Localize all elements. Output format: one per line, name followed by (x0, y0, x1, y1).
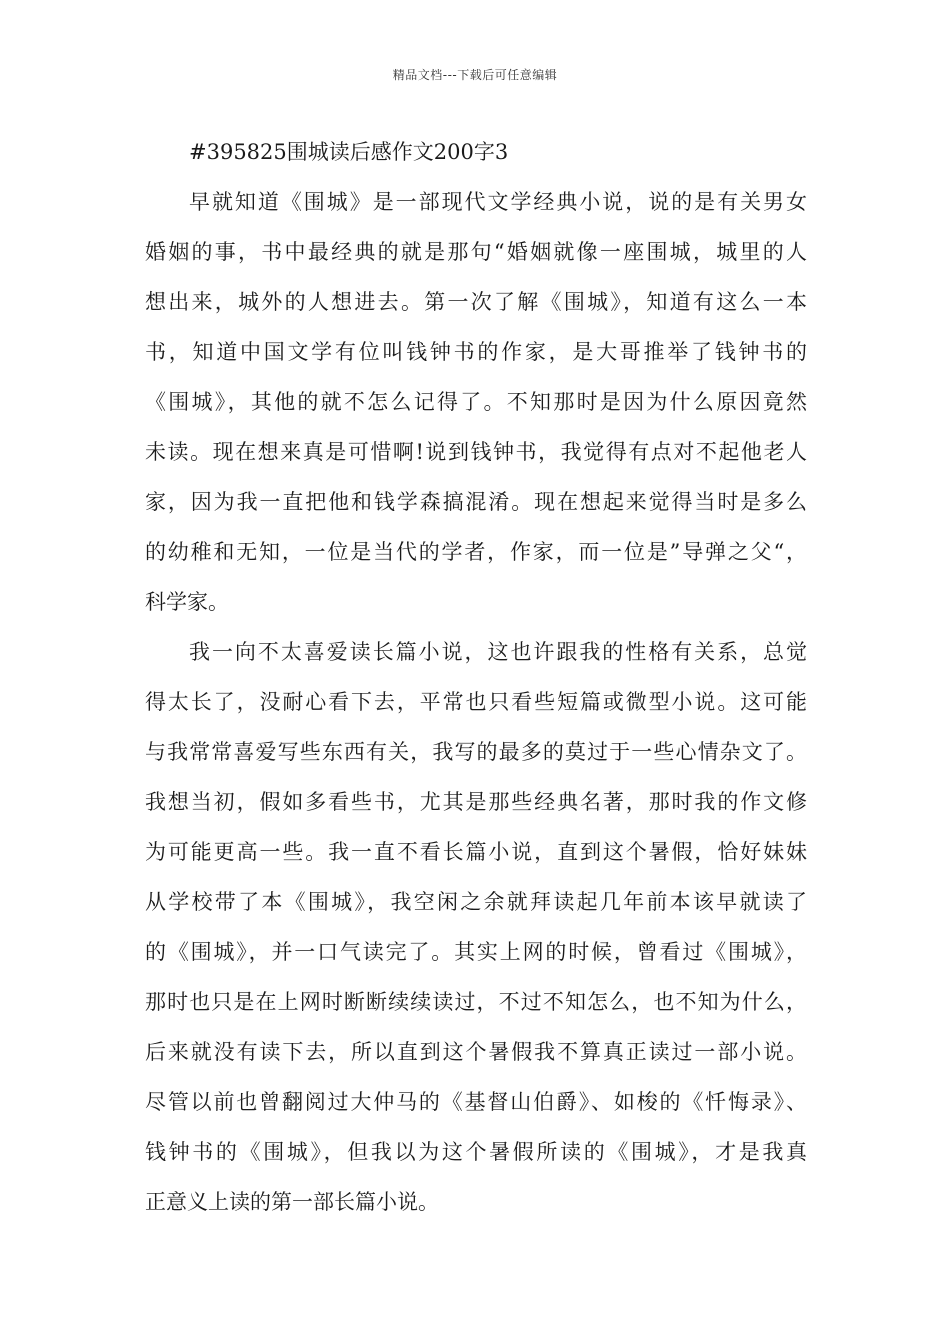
paragraph-line: 尽管以前也曾翻阅过大仲马的《基督山伯爵》、如梭的《忏悔录》、 (145, 1090, 807, 1114)
document-body (145, 127, 807, 1227)
document-header-note: 精品文档---下载后可任意编辑 (392, 68, 558, 82)
paragraph-line: 的幼稚和无知，一位是当代的学者，作家，而一位是”导弹之父“， (145, 540, 807, 564)
paragraph-line: 后来就没有读下去，所以直到这个暑假我不算真正读过一部小说。 (145, 1040, 807, 1064)
paragraph-line: 想出来，城外的人想进去。第一次了解《围城》，知道有这么一本 (145, 290, 807, 314)
paragraph-line: 为可能更高一些。我一直不看长篇小说，直到这个暑假，恰好妹妹 (145, 840, 807, 864)
paragraph-line: 我一向不太喜爱读长篇小说，这也许跟我的性格有关系，总觉 (189, 640, 807, 664)
paragraph-line: 钱钟书的《围城》，但我以为这个暑假所读的《围城》，才是我真 (145, 1140, 807, 1164)
paragraph-line: 早就知道《围城》是一部现代文学经典小说，说的是有关男女 (189, 190, 807, 214)
body-paragraph (145, 177, 807, 627)
paragraph-line: 家，因为我一直把他和钱学森搞混淆。现在想起来觉得当时是多么 (145, 490, 807, 514)
paragraph-line: 的《围城》，并一口气读完了。其实上网的时候，曾看过《围城》， (145, 940, 807, 964)
paragraph-line: 正意义上读的第一部长篇小说。 (145, 1190, 439, 1214)
paragraph-list (145, 177, 807, 1227)
paragraph-line: 得太长了，没耐心看下去，平常也只看些短篇或微型小说。这可能 (145, 690, 807, 714)
paragraph-line: 《围城》，其他的就不怎么记得了。不知那时是因为什么原因竟然 (145, 390, 807, 414)
paragraph-line: 未读。现在想来真是可惜啊!说到钱钟书，我觉得有点对不起他老人 (145, 440, 807, 464)
paragraph-line: 我想当初，假如多看些书，尤其是那些经典名著，那时我的作文修 (145, 790, 807, 814)
paragraph-line: 那时也只是在上网时断断续续读过，不过不知怎么，也不知为什么， (145, 990, 807, 1014)
paragraph-line: 科学家。 (145, 590, 229, 614)
paragraph-line: 与我常常喜爱写些东西有关，我写的最多的莫过于一些心情杂文了。 (145, 740, 807, 764)
paragraph-line: 从学校带了本《围城》，我空闲之余就拜读起几年前本该早就读了 (145, 890, 807, 914)
paragraph-line: 婚姻的事，书中最经典的就是那句“婚姻就像一座围城，城里的人 (145, 240, 807, 264)
document-title: #395825围城读后感作文200字3 (189, 140, 509, 164)
paragraph-line: 书，知道中国文学有位叫钱钟书的作家，是大哥推举了钱钟书的 (145, 340, 807, 364)
body-paragraph (145, 627, 807, 1227)
